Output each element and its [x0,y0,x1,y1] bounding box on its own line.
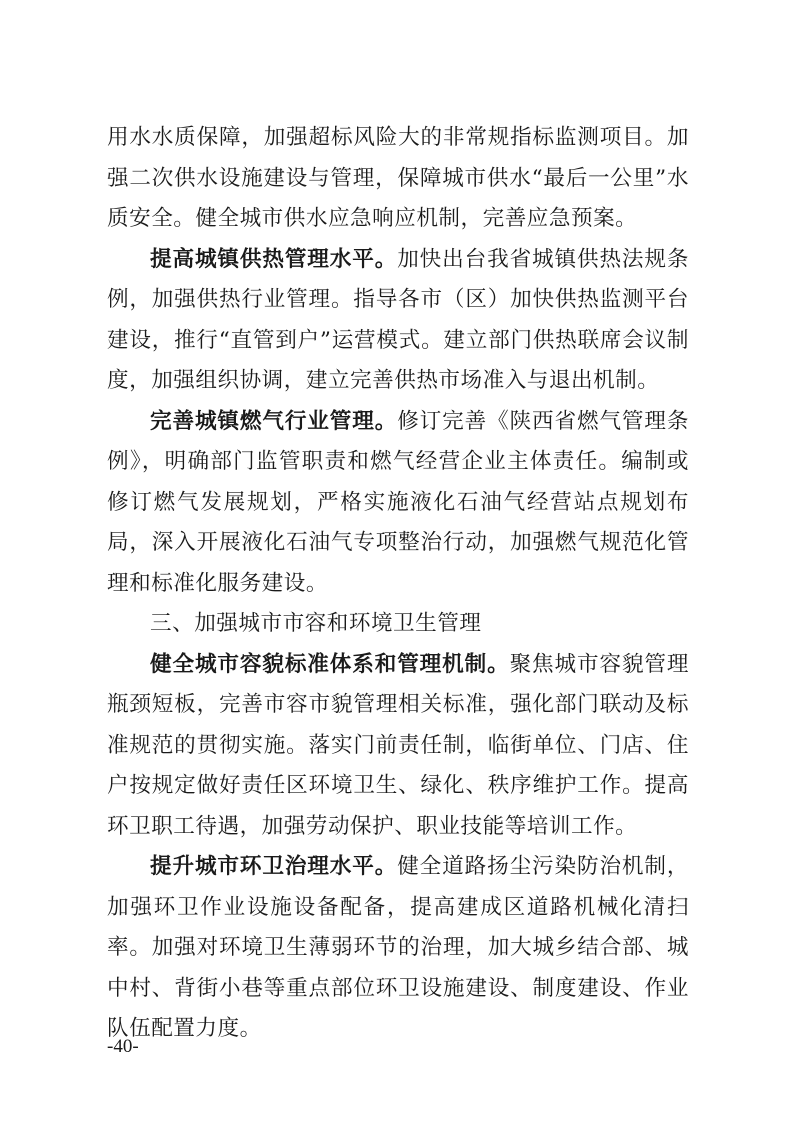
paragraph-gas [107,402,689,605]
paragraph-lead: 健全城市容貌标准体系和管理机制。 [150,651,510,677]
paragraph-text: 聚焦城市容貌管理瓶颈短板，完善市容市貌管理相关标准，强化部门联动及标准规范的贯彻实施。落实门前责任制，临街单位、门店、住户按规定做好责任区环境卫生、绿化、秩序维护工作。提高环卫职工待遇，加强劳动保护、职业技能等培训工作。 [107,651,689,839]
paragraph-city-appearance [107,645,689,848]
paragraph-water-quality [107,118,689,240]
paragraph-text: 健全道路扬尘污染防治机制，加强环卫作业设施设备配备，提高建成区道路机械化清扫率。加强对环境卫生薄弱环节的治理，加大城乡结合部、城中村、背街小巷等重点部位环卫设施建设、制度建设、作业队伍配置力度。 [107,854,689,1041]
paragraph-sanitation [107,847,689,1050]
paragraph-text: 用水水质保障，加强超标风险大的非常规指标监测项目。加强二次供水设施建设与管理，保障城市供水“最后一公里”水质安全。健全城市供水应急响应机制，完善应急预案。 [107,125,689,231]
paragraph-lead: 完善城镇燃气行业管理。 [150,408,398,434]
paragraph-lead: 提升城市环卫治理水平。 [150,854,398,879]
paragraph-heating [107,240,689,402]
document-body [107,118,689,1050]
page-number: -40- [107,1036,139,1057]
section-heading: 三、加强城市市容和环境卫生管理 [150,611,482,636]
paragraph-text: 加快出台我省城镇供热法规条例，加强供热行业管理。指导各市（区）加快供热监测平台建设，推行“直管到户”运营模式。建立部门供热联席会议制度，加强组织协调，建立完善供热市场准入与退出机制。 [107,246,689,393]
paragraph-text: 修订完善《陕西省燃气管理条例》，明确部门监管职责和燃气经营企业主体责任。编制或修订燃气发展规划，严格实施液化石油气经营站点规划布局，深入开展液化石油气专项整治行动，加强燃气规范化管理和标准化服务建设。 [107,408,689,596]
paragraph-lead: 提高城镇供热管理水平。 [150,246,398,272]
